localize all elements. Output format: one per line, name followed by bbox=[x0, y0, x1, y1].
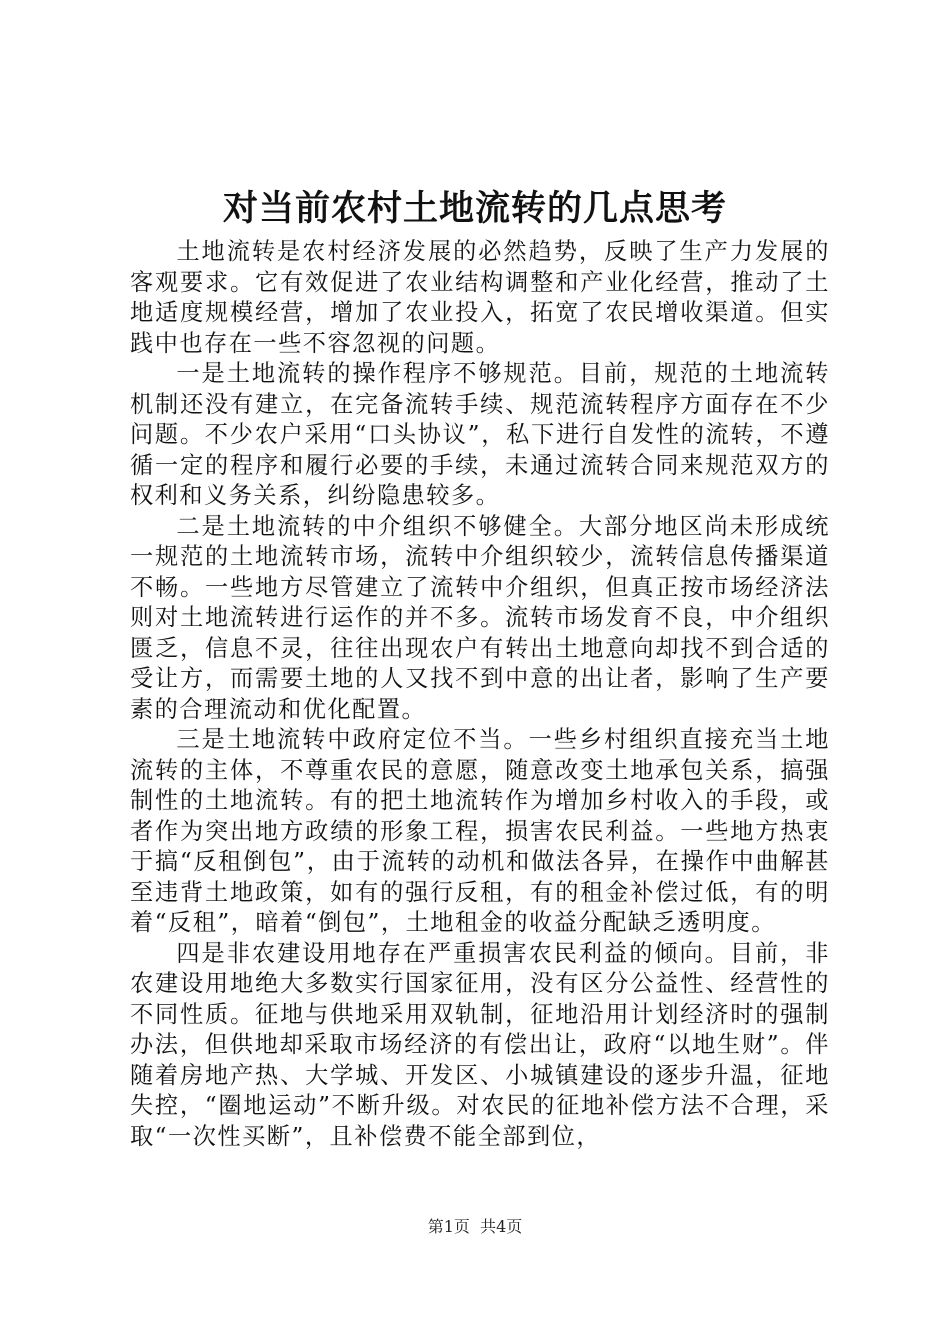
page-number: 第1页 bbox=[427, 1217, 470, 1236]
footer-spacer bbox=[470, 1217, 480, 1236]
paragraph-intro: 土地流转是农村经济发展的必然趋势，反映了生产力发展的客观要求。它有效促进了农业结构调整和产业化经营，推动了土地适度规模经营，增加了农业投入，拓宽了农民增收渠道。但实践中也存在一些不容忽视的问题。 bbox=[130, 238, 830, 357]
paragraph-point-3: 三是土地流转中政府定位不当。一些乡村组织直接充当土地流转的主体，不尊重农民的意愿，随意改变土地承包关系，搞强制性的土地流转。有的把土地流转作为增加乡村收入的手段，或者作为突出地方政绩的形象工程，损害农民利益。一些地方热衷于搞“反租倒包”，由于流转的动机和做法各异，在操作中曲解甚至违背土地政策，如有的强行反租，有的租金补偿过低，有的明着“反租”，暗着“倒包”，土地租金的收益分配缺乏透明度。 bbox=[130, 726, 830, 936]
paragraph-point-2: 二是土地流转的中介组织不够健全。大部分地区尚未形成统一规范的土地流转市场，流转中介组织较少，流转信息传播渠道不畅。一些地方尽管建立了流转中介组织，但真正按市场经济法则对土地流转进行运作的并不多。流转市场发育不良，中介组织匮乏，信息不灵，往往出现农户有转出土地意向却找不到合适的受让方，而需要土地的人又找不到中意的出让者，影响了生产要素的合理流动和优化配置。 bbox=[130, 512, 830, 723]
page-footer bbox=[0, 1216, 950, 1238]
document-body bbox=[130, 237, 830, 1152]
paragraph-point-4: 四是非农建设用地存在严重损害农民利益的倾向。目前，非农建设用地绝大多数实行国家征用，没有区分公益性、经营性的不同性质。征地与供地采用双轨制，征地沿用计划经济时的强制办法，但供地却采取市场经济的有偿出让，政府“以地生财”。伴随着房地产热、大学城、开发区、小城镇建设的逐步升温，征地失控，“圈地运动”不断升级。对农民的征地补偿方法不合理，采取“一次性买断”，且补偿费不能全部到位， bbox=[130, 939, 830, 1150]
paragraph-point-1: 一是土地流转的操作程序不够规范。目前，规范的土地流转机制还没有建立，在完备流转手续、规范流转程序方面存在不少问题。不少农户采用“口头协议”，私下进行自发性的流转，不遵循一定的程序和履行必要的手续，未通过流转合同来规范双方的权利和义务关系，纠纷隐患较多。 bbox=[130, 360, 830, 509]
document-title: 对当前农村土地流转的几点思考 bbox=[222, 189, 727, 229]
page-total: 共4页 bbox=[480, 1217, 523, 1236]
